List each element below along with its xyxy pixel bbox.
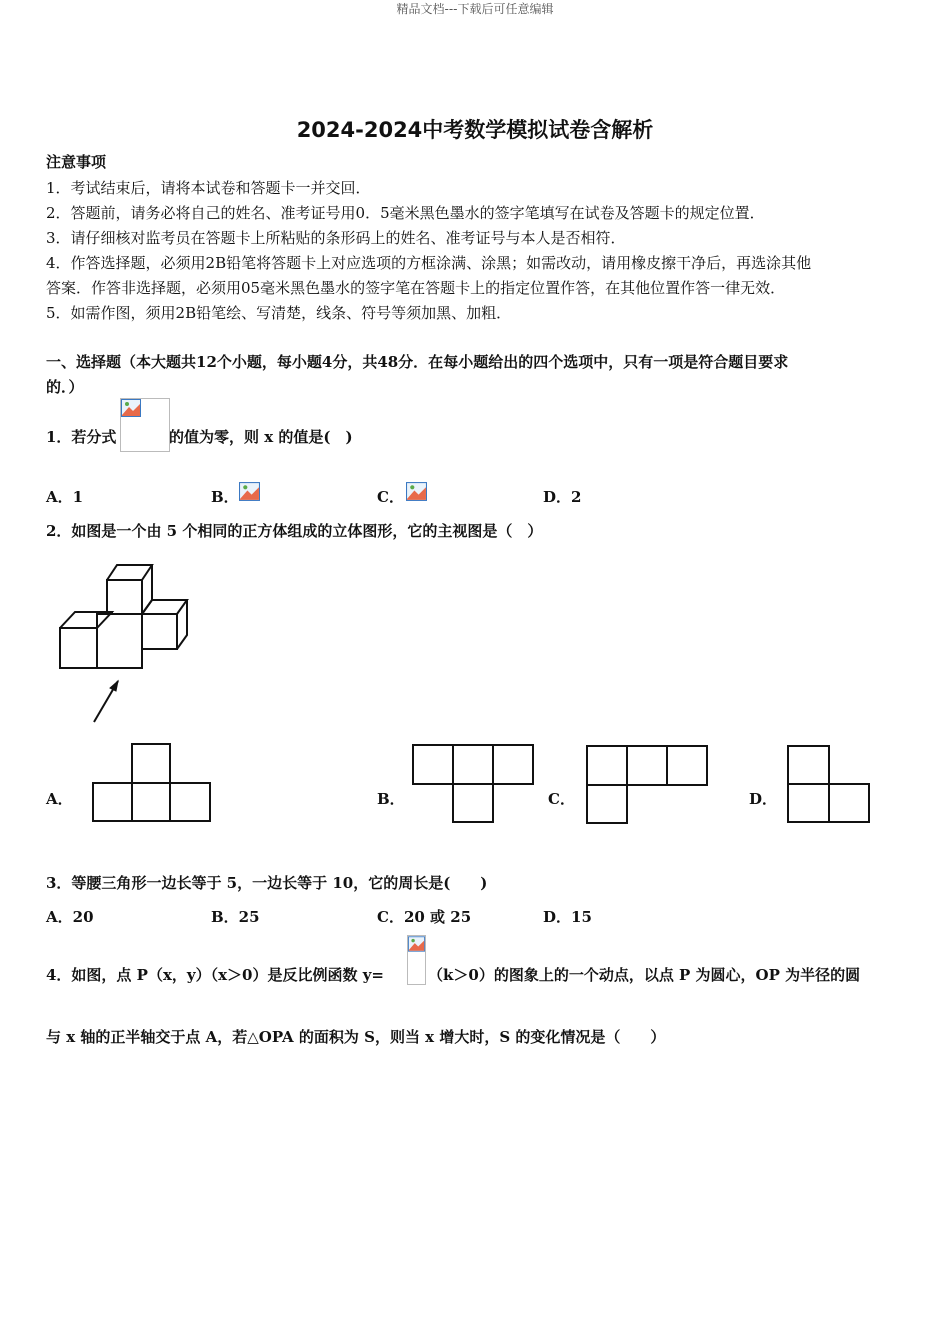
q2-stem: 2．如图是一个由 5 个相同的正方体组成的立体图形，它的主视图是（ ） xyxy=(46,522,543,540)
page-header-watermark: 精品文档---下载后可任意编辑 xyxy=(396,2,554,16)
q1-option-a[interactable]: A．1 xyxy=(46,488,84,506)
q3-option-d[interactable]: D．15 xyxy=(543,908,592,926)
section-heading-cont: 的．） xyxy=(46,378,84,396)
q1-stem-post: 的值为零，则 x 的值是( ) xyxy=(169,428,353,446)
q1-option-d[interactable]: D．2 xyxy=(543,488,582,506)
q4-stem-post: （k＞0）的图象上的一个动点，以点 P 为圆心，OP 为半径的圆 xyxy=(428,966,861,984)
q4-stem-pre: 4．如图，点 P（x，y）（x＞0）是反比例函数 y= xyxy=(46,966,384,984)
q2-option-c-view xyxy=(584,743,712,825)
q3-option-c[interactable]: C．20 或 25 xyxy=(377,908,472,926)
broken-image-icon xyxy=(121,399,141,417)
q3-stem: 3．等腰三角形一边长等于 5，一边长等于 10，它的周长是( ) xyxy=(46,874,488,892)
q2-option-a-view xyxy=(90,742,214,824)
q1-option-b-image-icon xyxy=(239,482,260,501)
q1-stem-pre: 1．若分式 xyxy=(46,428,117,446)
q2-option-a[interactable]: A． xyxy=(46,790,73,808)
q4-fraction-image xyxy=(407,935,426,985)
q2-option-c[interactable]: C． xyxy=(548,790,575,808)
q4-stem-line2: 与 x 轴的正半轴交于点 A，若△OPA 的面积为 S，则当 x 增大时，S 的变化情况是（ ） xyxy=(46,1028,666,1046)
q1-option-c[interactable]: C． xyxy=(377,488,404,506)
notes-item-3: 3．请仔细核对监考员在答题卡上所粘贴的条形码上的姓名、准考证号与本人是否相符． xyxy=(46,229,626,247)
section-heading: 一、选择题（本大题共12个小题，每小题4分，共48分．在每小题给出的四个选项中，只有一项是符合题目要求 xyxy=(46,353,789,371)
notes-item-4: 4．作答选择题，必须用2B铅笔将答题卡上对应选项的方框涂满、涂黑；如需改动，请用橡皮擦干净后，再选涂其他 xyxy=(46,254,812,272)
q2-option-d-view xyxy=(785,743,875,825)
notes-item-4-cont: 答案．作答非选择题，必须用05毫米黑色墨水的签字笔在答题卡上的指定位置作答，在其他位置作答一律无效． xyxy=(46,279,786,297)
page-title: 2024-2024中考数学模拟试卷含解析 xyxy=(296,118,654,142)
q1-fraction-image xyxy=(120,398,170,452)
q3-option-a[interactable]: A．20 xyxy=(46,908,94,926)
broken-image-icon xyxy=(408,936,425,952)
q1-option-b[interactable]: B． xyxy=(211,488,239,506)
q3-option-b[interactable]: B．25 xyxy=(211,908,260,926)
q1-option-c-image-icon xyxy=(406,482,427,501)
q2-option-b-view xyxy=(410,743,538,825)
q2-option-d[interactable]: D． xyxy=(749,790,778,808)
q2-option-b[interactable]: B． xyxy=(377,790,405,808)
notes-item-2: 2．答题前，请务必将自己的姓名、准考证号用0．5毫米黑色墨水的签字笔填写在试卷及答题卡的规定位置． xyxy=(46,204,765,222)
notes-item-5: 5．如需作图，须用2B铅笔绘、写清楚，线条、符号等须加黑、加粗． xyxy=(46,304,512,322)
notes-item-1: 1．考试结束后，请将本试卷和答题卡一并交回． xyxy=(46,179,371,197)
notes-heading: 注意事项 xyxy=(46,153,107,171)
q2-cube-figure xyxy=(50,560,200,730)
